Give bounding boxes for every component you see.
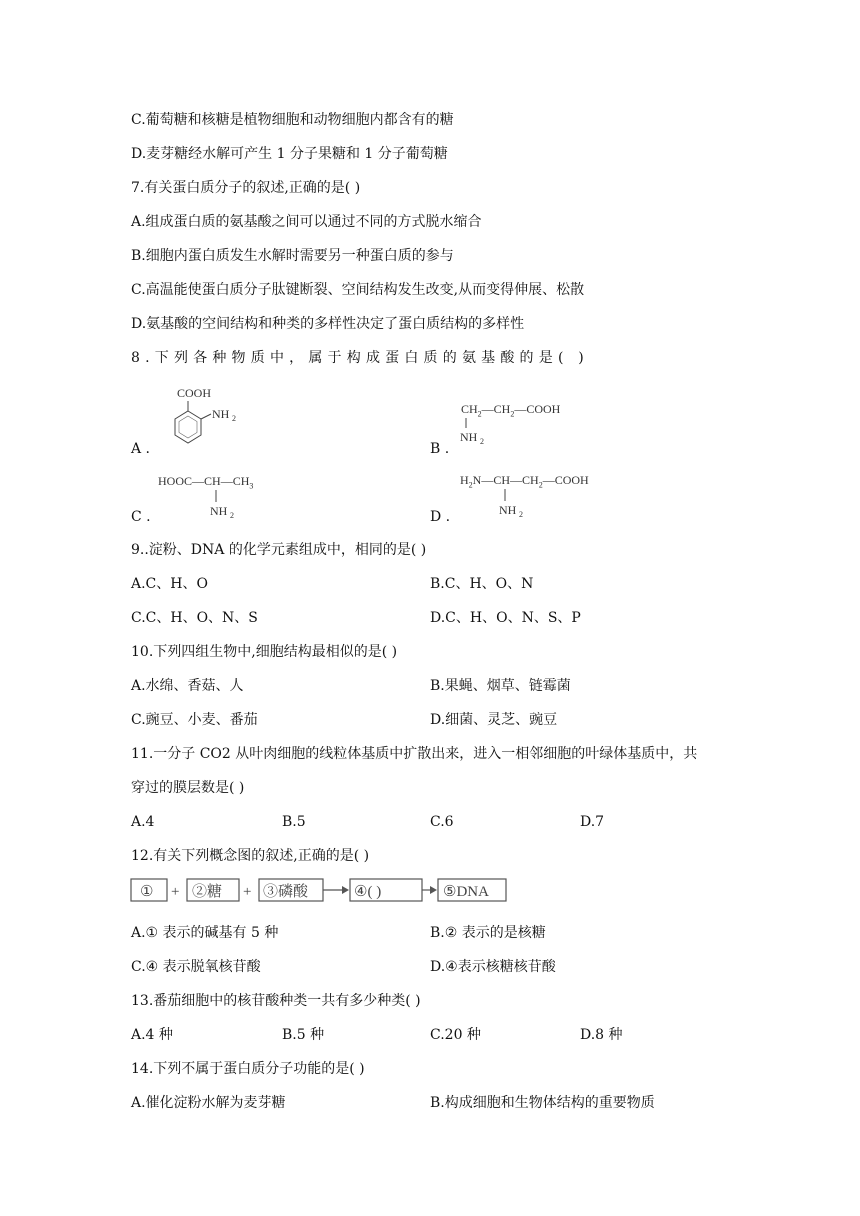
map-box-1: ① bbox=[140, 884, 154, 900]
q12-option-b: B.② 表示的是核糖 bbox=[430, 925, 546, 941]
map-box-2: ②糖 bbox=[192, 884, 223, 900]
q10-option-b: B.果蝇、烟草、链霉菌 bbox=[430, 678, 571, 694]
q9-option-d: D.C、H、O、N、S、P bbox=[430, 610, 581, 626]
q7-option-d: D.氨基酸的空间结构和种类的多样性决定了蛋白质结构的多样性 bbox=[131, 316, 525, 332]
q7-option-c: C.高温能使蛋白质分子肽键断裂、空间结构发生改变,从而变得伸展、松散 bbox=[131, 282, 585, 298]
q8-option-b-formula: $CH_2—CH_2—COOH$ bbox=[461, 402, 561, 419]
q11-stem-line2: 穿过的膜层数是( ) bbox=[131, 780, 245, 796]
q8-option-c-bond bbox=[208, 490, 248, 520]
map-box-3: ③磷酸 bbox=[263, 884, 309, 900]
q13-option-d: D.8 种 bbox=[580, 1027, 623, 1043]
map-box-5: ⑤DNA bbox=[443, 884, 489, 900]
q8-option-d-formula: $H_2N—CH—CH_2—COOH$ bbox=[460, 473, 589, 490]
q8-option-b-bond bbox=[460, 418, 500, 448]
q12-concept-map bbox=[130, 876, 510, 904]
q13-option-b: B.5 种 bbox=[282, 1027, 325, 1043]
q14-stem: 14.下列不属于蛋白质分子功能的是( ) bbox=[131, 1061, 365, 1077]
svg-text:2: 2 bbox=[232, 414, 236, 423]
map-plus-1: + bbox=[171, 884, 180, 900]
q7-option-a: A.组成蛋白质的氨基酸之间可以通过不同的方式脱水缩合 bbox=[131, 214, 482, 230]
q10-option-d: D.细菌、灵芝、豌豆 bbox=[430, 712, 558, 728]
a-cooh-text: COOH bbox=[177, 386, 212, 400]
q8-option-a-label: A . bbox=[131, 441, 151, 457]
q9-option-c: C.C、H、O、N、S bbox=[131, 610, 258, 626]
svg-text:2: 2 bbox=[230, 511, 234, 520]
q13-stem: 13.番茄细胞中的核苷酸种类一共有多少种类( ) bbox=[131, 993, 421, 1009]
q8-option-d-label: D . bbox=[430, 509, 451, 525]
map-plus-2: + bbox=[243, 884, 252, 900]
q13-option-c: C.20 种 bbox=[430, 1027, 481, 1043]
q12-option-a: A.① 表示的碱基有 5 种 bbox=[131, 925, 279, 941]
q6-option-d: D.麦芽糖经水解可产生 1 分子果糖和 1 分子葡萄糖 bbox=[131, 146, 448, 162]
map-box-4: ④( ) bbox=[354, 884, 382, 900]
q12-option-d: D.④表示核糖核苷酸 bbox=[430, 959, 556, 975]
q12-option-c: C.④ 表示脱氧核苷酸 bbox=[131, 959, 261, 975]
q11-option-d: D.7 bbox=[580, 814, 605, 830]
q8-option-c-formula: $HOOC—CH—CH_3$ bbox=[158, 474, 254, 491]
q11-option-c: C.6 bbox=[430, 814, 454, 830]
q8-option-c-label: C . bbox=[131, 509, 151, 525]
q14-option-b: B.构成细胞和生物体结构的重要物质 bbox=[430, 1095, 655, 1111]
q8-option-d-bond bbox=[497, 489, 537, 519]
q6-option-c: C.葡萄糖和核糖是植物细胞和动物细胞内都含有的糖 bbox=[131, 112, 454, 128]
q11-option-b: B.5 bbox=[282, 814, 306, 830]
q8-option-b-label: B . bbox=[430, 441, 450, 457]
q11-option-a: A.4 bbox=[131, 814, 155, 830]
a-nh2-text: NH bbox=[212, 407, 230, 421]
q8-option-a-structure bbox=[155, 382, 265, 457]
q11-stem-line1: 11.一分子 CO2 从叶肉细胞的线粒体基质中扩散出来，进入一相邻细胞的叶绿体基质中，共 bbox=[131, 746, 698, 762]
q10-stem: 10.下列四组生物中,细胞结构最相似的是( ) bbox=[131, 644, 398, 660]
q13-option-a: A.4 种 bbox=[131, 1027, 173, 1043]
q7-stem: 7.有关蛋白质分子的叙述,正确的是( ) bbox=[131, 180, 361, 196]
q7-option-b: B.细胞内蛋白质发生水解时需要另一种蛋白质的参与 bbox=[131, 248, 454, 264]
svg-text:2: 2 bbox=[480, 437, 484, 446]
svg-text:2: 2 bbox=[519, 510, 523, 519]
q14-option-a: A.催化淀粉水解为麦芽糖 bbox=[131, 1095, 286, 1111]
svg-text:NH: NH bbox=[210, 504, 228, 518]
q9-stem: 9..淀粉、DNA 的化学元素组成中，相同的是( ) bbox=[131, 542, 427, 558]
q9-option-b: B.C、H、O、N bbox=[430, 576, 534, 592]
q12-stem: 12.有关下列概念图的叙述,正确的是( ) bbox=[131, 848, 370, 864]
svg-text:NH: NH bbox=[499, 503, 517, 517]
q8-stem: 8.下列各种物质中，属于构成蛋白质的氨基酸的是( ) bbox=[131, 350, 589, 366]
q9-option-a: A.C、H、O bbox=[131, 576, 208, 592]
q10-option-a: A.水绵、香菇、人 bbox=[131, 678, 244, 694]
svg-text:NH: NH bbox=[460, 430, 478, 444]
q10-option-c: C.豌豆、小麦、番茄 bbox=[131, 712, 258, 728]
